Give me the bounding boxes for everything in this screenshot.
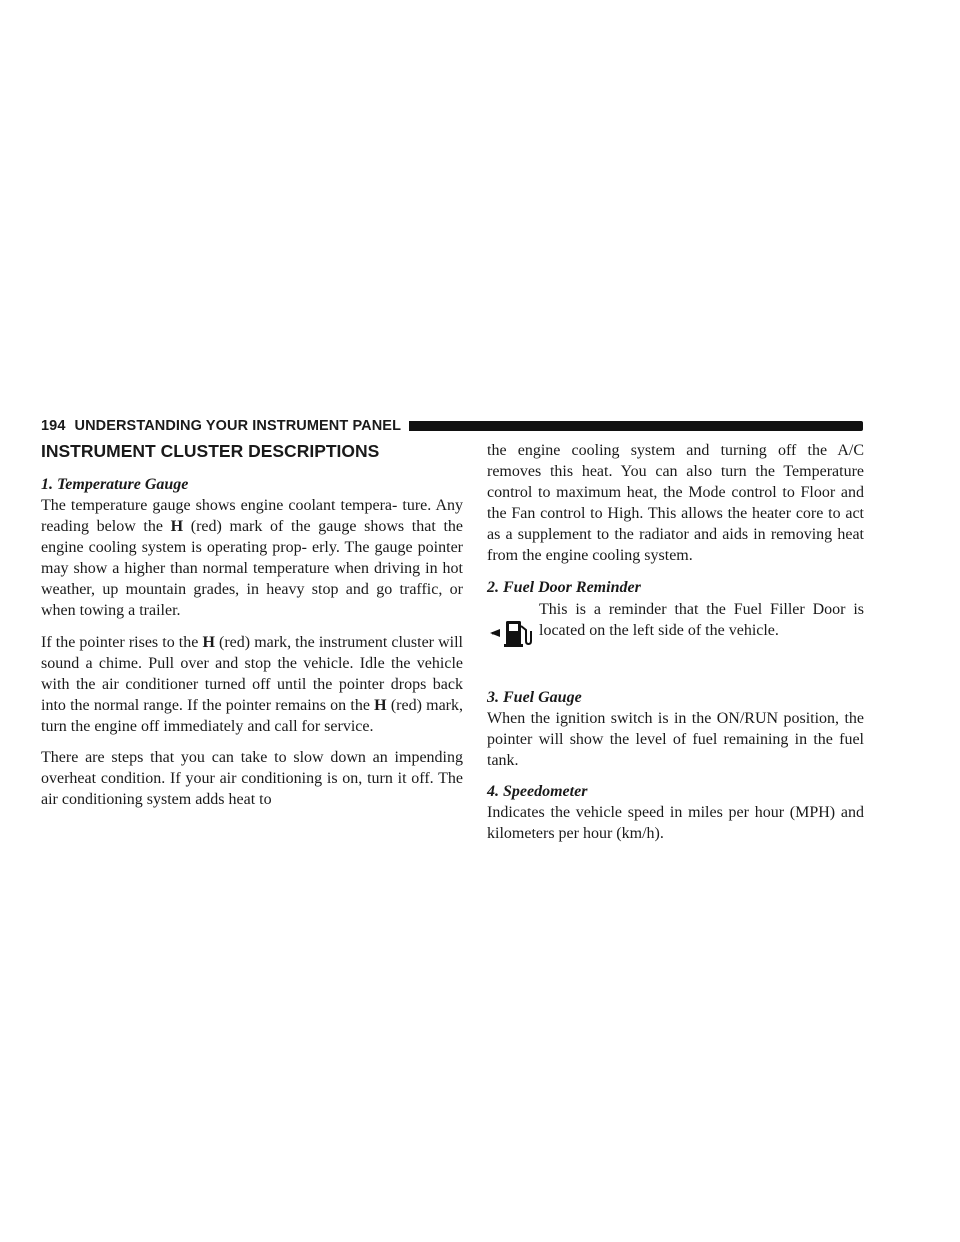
header-rule: [409, 421, 863, 431]
speedometer-text: Indicates the vehicle speed in miles per hour (MPH) and kilometers per hour (km/h).: [487, 803, 864, 842]
temperature-gauge-paragraph-2: If the pointer rises to the H (red) mark, the instrument cluster will sound a chime. Pull over and stop the vehicle. Idle the vehicle with the air conditioner turned off until the pointer drops back into the normal range. If the pointer remains on the H (red) mark, turn the engine off immediately and call for service.: [41, 633, 463, 735]
running-title: UNDERSTANDING YOUR INSTRUMENT PANEL: [74, 418, 402, 434]
fuel-pump-left-arrow-icon: [487, 599, 539, 648]
running-header: [41, 417, 863, 435]
temperature-gauge-paragraph-3-continued: the engine cooling system and turning off the A/C removes this heat. You can also turn the Temperature control to maximum heat, the Mode control to Floor and the Fan control to High. This allows the heater core to act as a supplement to the radiator and aids in removing heat from the engine cooling system.: [487, 442, 864, 565]
temperature-gauge-heading: 1. Temperature Gauge: [41, 476, 189, 493]
fuel-gauge-text: When the ignition switch is in the ON/RUN position, the pointer will show the level of fuel remaining in the fuel tank.: [487, 709, 864, 769]
page-number: 194: [41, 418, 66, 434]
temperature-gauge-paragraph-1: The temperature gauge shows engine coolant tempera- ture. Any reading below the H (red) mark of the gauge shows that the engine cooling system is operating prop- erly. The gauge pointer may show a higher than normal temperature when driving in hot weather, up mountain grades, in heavy stop and go traffic, or when towing a trailer.: [41, 497, 463, 620]
speedometer-heading: 4. Speedometer: [487, 782, 588, 800]
right-column: [487, 440, 864, 844]
fuel-door-reminder: [487, 599, 864, 648]
fuel-door-reminder-text: This is a reminder that the Fuel Filler Door is located on the left side of the vehicle.: [539, 600, 864, 639]
temperature-gauge-paragraph-3: There are steps that you can take to slow down an impending overheat condition. If your air conditioning is on, turn it off. The air conditioning system adds heat to: [41, 749, 463, 809]
section-title: INSTRUMENT CLUSTER DESCRIPTIONS: [41, 441, 380, 461]
fuel-gauge-heading: 3. Fuel Gauge: [487, 688, 582, 706]
left-column: [41, 440, 463, 810]
fuel-door-reminder-heading: 2. Fuel Door Reminder: [487, 578, 641, 596]
